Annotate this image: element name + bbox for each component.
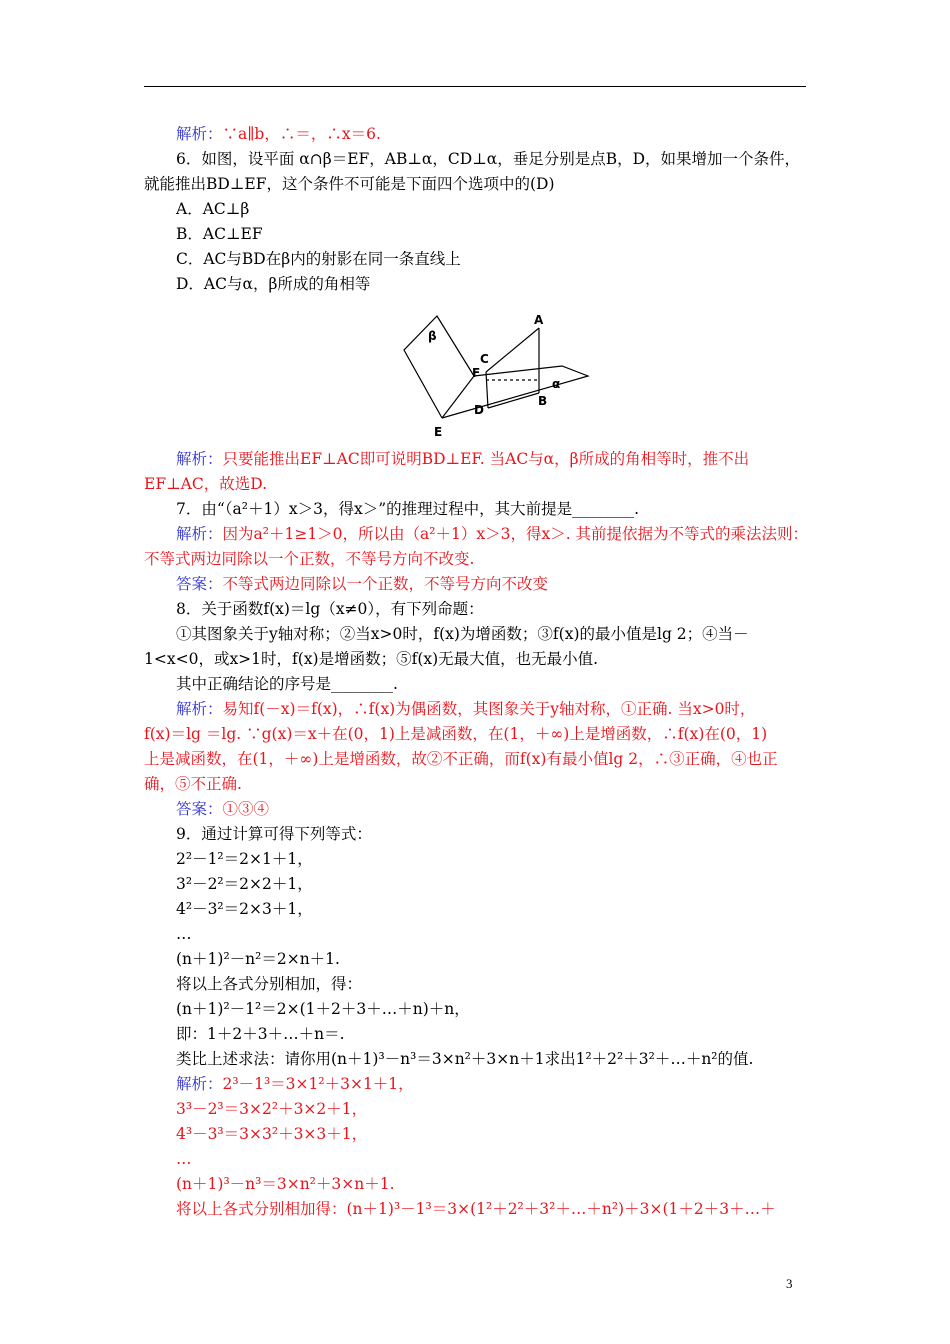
option-c: C．AC与BD在β内的射影在同一条直线上 — [176, 250, 461, 268]
answer-7: 答案：不等式两边同除以一个正数，不等号方向不改变 — [176, 575, 549, 593]
sum-result: 即：1＋2＋3＋…＋n＝. — [176, 1025, 345, 1043]
analysis-6-cont: EF⊥AC，故选D. — [144, 475, 268, 493]
option-a: A．AC⊥β — [176, 200, 250, 218]
sum-instruction: 将以上各式分别相加，得： — [176, 975, 363, 993]
label-c: C — [480, 352, 489, 366]
label-a: A — [534, 313, 544, 327]
analysis-9: 解析：2³－1³＝3×1²＋3×1＋1， — [176, 1075, 414, 1093]
analysis-8-cont-3: 确，⑤不正确. — [144, 775, 242, 793]
analysis-6: 解析：只要能推出EF⊥AC即可说明BD⊥EF. 当AC与α，β所成的角相等时，推不出 — [176, 450, 750, 468]
header-rule — [144, 86, 806, 87]
ellipsis: … — [176, 925, 192, 943]
analysis-9-eq-2: 3³－2³＝3×2²＋3×2＋1， — [176, 1100, 368, 1118]
analysis-5: 解析：∵a∥b，∴＝，∴x＝6. — [176, 125, 381, 143]
sum-equation: (n＋1)²－1²＝2×(1＋2＋3＋…＋n)＋n， — [176, 1000, 470, 1018]
label-f: F — [472, 366, 481, 380]
problem-8-statements: ①其图象关于y轴对称；②当x>0时，f(x)为增函数；③f(x)的最小值是lg 2；④当－ — [176, 625, 749, 643]
label-d: D — [474, 403, 484, 417]
analysis-8-cont-1: f(x)＝lg ＝lg. ∵g(x)＝x＋在(0，1)上是减函数，在(1，＋∞)上是增函数，∴f(x)在(0，1) — [144, 725, 768, 743]
problem-6-text: 6．如图，设平面 α∩β＝EF，AB⊥α，CD⊥α，垂足分别是点B，D，如果增加一个条件， — [176, 150, 801, 168]
page-number: 3 — [786, 1276, 793, 1291]
analysis-9-eq-3: 4³－3³＝3×3²＋3×3＋1， — [176, 1125, 368, 1143]
analysis-7: 解析：因为a²＋1≥1＞0，所以由（a²＋1）x＞3，得x＞. 其前提依据为不等式的乘法法则： — [176, 525, 809, 543]
answer-8: 答案：①③④ — [176, 800, 270, 818]
option-b: B．AC⊥EF — [176, 225, 263, 243]
problem-9-text: 9．通过计算可得下列等式： — [176, 825, 372, 843]
analysis-label: 解析： — [176, 125, 223, 143]
analysis-9-eq-n: (n＋1)³－n³＝3×n²＋3×n＋1. — [176, 1175, 395, 1193]
analysis-9-sum: 将以上各式分别相加得：(n＋1)³－1³＝3×(1²＋2²＋3²＋…＋n²)＋3×(1＋2＋3＋…＋ — [176, 1200, 776, 1218]
analysis-9-ellipsis: … — [176, 1150, 192, 1168]
geometry-figure — [400, 308, 600, 440]
equation-n: (n＋1)²－n²＝2×n＋1. — [176, 950, 340, 968]
problem-8-text: 8．关于函数f(x)＝lg（x≠0），有下列命题： — [176, 600, 484, 618]
equation-2: 3²－2²＝2×2＋1， — [176, 875, 313, 893]
label-beta: β — [428, 329, 437, 343]
problem-8-question: 其中正确结论的序号是________. — [176, 675, 398, 693]
label-e: E — [434, 425, 443, 439]
problem-6-text-cont: 就能推出BD⊥EF，这个条件不可能是下面四个选项中的(D) — [144, 175, 555, 193]
option-d: D．AC与α，β所成的角相等 — [176, 275, 371, 293]
equation-1: 2²－1²＝2×1＋1， — [176, 850, 313, 868]
label-alpha: α — [552, 377, 561, 391]
label-b: B — [538, 394, 548, 408]
problem-7-text: 7．由“（a²＋1）x＞3，得x＞”的推理过程中，其大前提是________. — [176, 500, 640, 518]
problem-8-statements-cont: 1<x<0，或x>1时，f(x)是增函数；⑤f(x)无最大值，也无最小值. — [144, 650, 599, 668]
analogy-task: 类比上述求法：请你用(n＋1)³－n³＝3×n²＋3×n＋1求出1²＋2²＋3²＋…＋n²的值. — [176, 1050, 754, 1068]
analysis-8-cont-2: 上是减函数，在(1，＋∞)上是增函数，故②不正确，而f(x)有最小值lg 2，∴③正确，④也正 — [144, 750, 778, 768]
analysis-7-cont: 不等式两边同除以一个正数，不等号方向不改变. — [144, 550, 475, 568]
equation-3: 4²－3²＝2×3＋1， — [176, 900, 313, 918]
analysis-8: 解析：易知f(－x)＝f(x)，∴f(x)为偶函数，其图象关于y轴对称，①正确. 当x>0时， — [176, 700, 756, 718]
